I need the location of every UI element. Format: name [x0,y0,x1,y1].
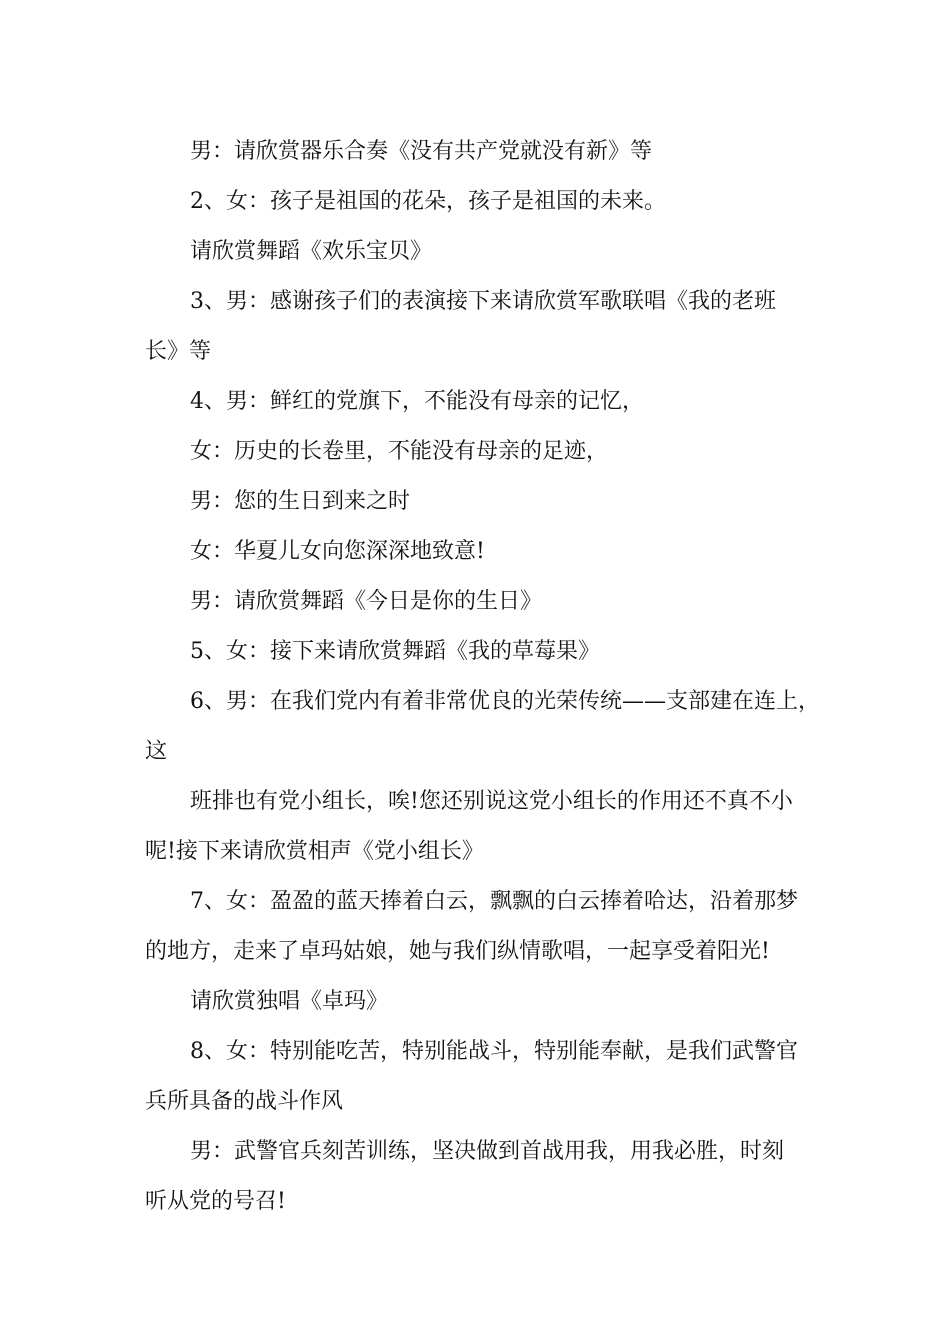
dialogue-line: 的地方，走来了卓玛姑娘，她与我们纵情歌唱，一起享受着阳光! [145,939,770,964]
dialogue-line: 3、男：感谢孩子们的表演接下来请欣赏军歌联唱《我的老班 [190,289,776,314]
dialogue-line: 兵所具备的战斗作风 [145,1089,344,1114]
dialogue-line: 班排也有党小组长，唉!您还别说这党小组长的作用还不真不小 [190,789,793,814]
dialogue-line: 7、女：盈盈的蓝天捧着白云，飘飘的白云捧着哈达，沿着那梦 [190,889,798,914]
dialogue-line: 听从党的号召! [145,1189,286,1214]
dialogue-line: 5、女：接下来请欣赏舞蹈《我的草莓果》 [190,639,600,664]
dialogue-line: 女：历史的长卷里，不能没有母亲的足迹， [190,439,609,464]
dialogue-line: 男：您的生日到来之时 [190,489,411,514]
dialogue-line: 男：武警官兵刻苦训练，坚决做到首战用我，用我必胜，时刻 [190,1139,785,1164]
dialogue-line: 6、男：在我们党内有着非常优良的光荣传统——支部建在连上， [190,689,820,714]
dialogue-line: 男：请欣赏器乐合奏《没有共产党就没有新》等 [190,139,653,164]
dialogue-line: 4、男：鲜红的党旗下，不能没有母亲的记忆， [190,389,644,414]
dialogue-line: 8、女：特别能吃苦，特别能战斗，特别能奉献，是我们武警官 [190,1039,798,1064]
dialogue-line: 男：请欣赏舞蹈《今日是你的生日》 [190,589,543,614]
dialogue-line: 女：华夏儿女向您深深地致意! [190,539,485,564]
dialogue-line: 呢!接下来请欣赏相声《党小组长》 [145,839,484,864]
dialogue-line: 长》等 [145,339,212,364]
dialogue-line: 请欣赏独唱《卓玛》 [190,989,389,1014]
dialogue-line: 请欣赏舞蹈《欢乐宝贝》 [190,239,433,264]
dialogue-line: 2、女：孩子是祖国的花朵，孩子是祖国的未来。 [190,189,666,214]
dialogue-line: 这 [145,739,168,764]
